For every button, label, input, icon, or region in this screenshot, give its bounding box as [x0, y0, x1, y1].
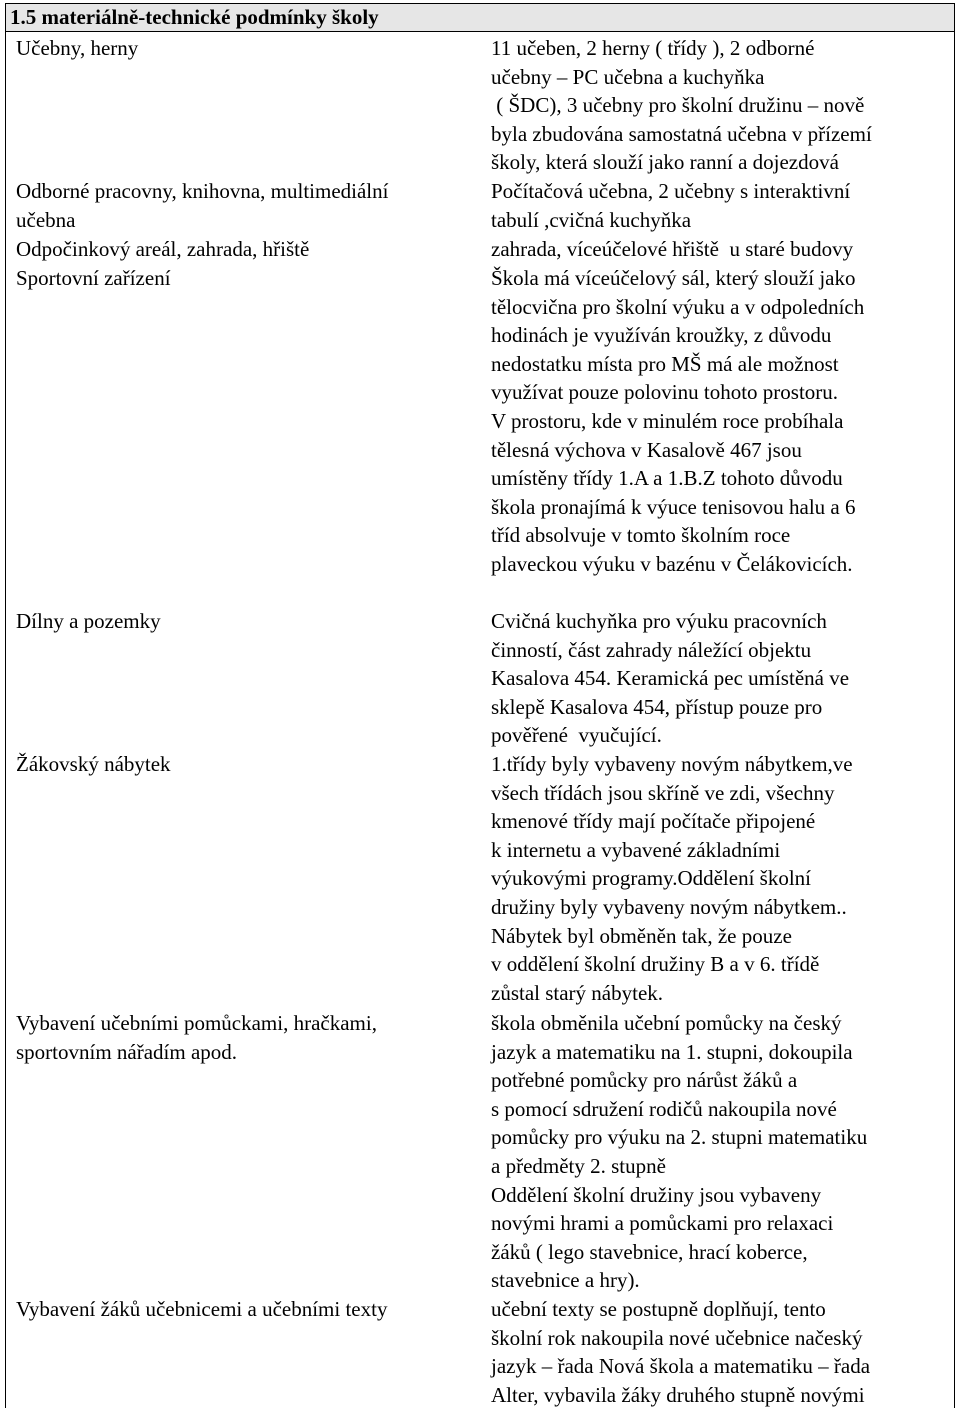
row-label-dilny: Dílny a pozemky [16, 609, 161, 633]
row-value-vybaveni-pomuckami: škola obměnila učební pomůcky na český jazyk a matematiku na 1. stupni, dokoupila potřebné pomůcky pro nárůst žáků a s pomocí sdružení rodičů nakoupila nové pomůcky pro výuku na 2. stupni matematiku a předměty 2. stupně Oddělení školní družiny jsou vybaveny novými hrami a pomůckami pro relaxaci žáků ( lego stavebnice, hrací koberce, stavebnice a hry). [491, 1011, 868, 1293]
row-label-odpocinkovy-areal: Odpočinkový areál, zahrada, hřiště [16, 237, 310, 261]
row-value-zakovsky-nabytek: 1.třídy byly vybaveny novým nábytkem,ve všech třídách jsou skříně ve zdi, všechny kmenové třídy mají počítače připojené k internetu a vybavené základními výukovými programy.Oddělení školní družiny byly vybaveny novým nábytkem.. Nábytek byl obměněn tak, že pouze v oddělení školní družiny B a v 6. třídě zůstal starý nábytek. [491, 752, 853, 1005]
row-value-ucebny: 11 učeben, 2 herny ( třídy ), 2 odborné učebny – PC učebna a kuchyňka ( ŠDC), 3 učebny pro školní družinu – nově byla zbudována samostatná učebna v přízemí školy, která slouží jako ranní a dojezdová [491, 36, 872, 175]
row-value-dilny: Cvičná kuchyňka pro výuku pracovních činností, část zahrady náležící objektu Kasalova 454. Keramická pec umístěná ve sklepě Kasalova 454, přístup pouze pro pověřené vyučující. [491, 609, 850, 748]
row-label-vybaveni-pomuckami: Vybavení učebními pomůckami, hračkami, sportovním nářadím apod. [16, 1011, 377, 1064]
row-value-vybaveni-ucebnicemi: učební texty se postupně doplňují, tento školní rok nakoupila nové učebnice načeský jazyk – řada Nová škola a matematiku – řada Alter, vybavila žáky druhého stupně novými [491, 1297, 871, 1407]
row-value-odpocinkovy-areal: zahrada, víceúčelové hřiště u staré budovy [491, 237, 854, 261]
row-label-zakovsky-nabytek: Žákovský nábytek [16, 752, 171, 776]
section-heading: 1.5 materiálně-technické podmínky školy [6, 4, 954, 32]
row-value-odborne-pracovny: Počítačová učebna, 2 učebny s interaktivní tabulí ,cvičná kuchyňka [491, 179, 851, 232]
row-label-vybaveni-ucebnicemi: Vybavení žáků učebnicemi a učebními texty [16, 1297, 388, 1321]
document-table [5, 3, 955, 1408]
row-label-odborne-pracovny: Odborné pracovny, knihovna, multimediální učebna [16, 179, 389, 232]
row-value-sportovni-zarizeni: Škola má víceúčelový sál, který slouží jako tělocvična pro školní výuku a v odpoledních hodinách je využíván kroužky, z důvodu nedostatku místa pro MŠ má ale možnost využívat pouze polovinu tohoto prostoru. V prostoru, kde v minulém roce probíhala tělesná výchova v Kasalově 467 jsou umístěny třídy 1.A a 1.B.Z tohoto důvodu škola pronajímá k výuce tenisovou halu a 6 tříd absolvuje v tomto školním roce plaveckou výuku v bazénu v Čelákovicích. [491, 266, 865, 576]
row-label-ucebny: Učebny, herny [16, 36, 139, 60]
row-label-sportovni-zarizeni: Sportovní zařízení [16, 266, 171, 290]
